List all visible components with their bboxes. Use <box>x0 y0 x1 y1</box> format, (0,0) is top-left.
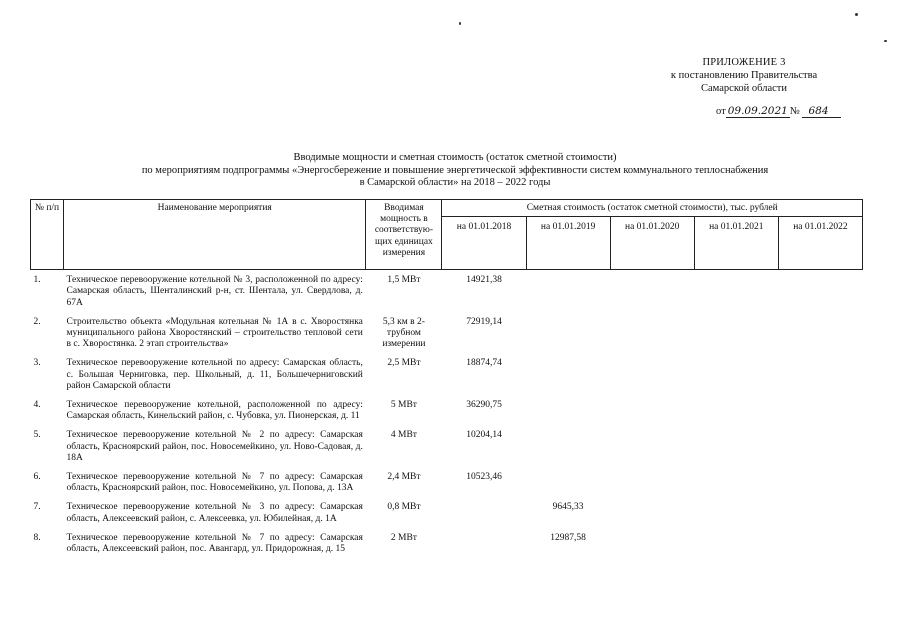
table-row <box>31 472 863 502</box>
row-value-2018: 14921,38 <box>466 275 502 286</box>
row-value-2021 <box>694 275 778 317</box>
row-num: 4. <box>33 400 41 411</box>
row-value-2020 <box>610 430 694 472</box>
row-value-2018: 18874,74 <box>466 358 502 369</box>
row-value-2019 <box>526 275 610 317</box>
heading-line-3: в Самарской области» на 2018 – 2022 годы <box>359 177 551 188</box>
row-value-2019 <box>526 317 610 359</box>
row-name: Строительство объекта «Модульная котельная № 1А в с. Хворостянка муниципального района Хворостянский – строительство тепловой сети в с. Хворостянка. 2 этап строительства» <box>66 316 363 350</box>
appendix-line-2: Самарской области <box>701 83 787 94</box>
row-name: Техническое перевооружение котельной № 2 по адресу: Самарская область, Красноярский район, пос. Новосемейкино, ул. Ново-Садовая, д. 18А <box>66 430 363 463</box>
table-row <box>31 400 863 430</box>
row-name: Техническое перевооружение котельной № 7 по адресу: Самарская область, Красноярский район, пос. Новосемейкино, ул. Попова, д. 13А <box>66 472 363 494</box>
row-power: 5,3 км в 2-трубном измерении <box>382 316 426 350</box>
row-value-2022 <box>778 400 862 430</box>
scan-speck <box>459 22 461 25</box>
row-num: 8. <box>33 532 41 543</box>
row-name: Техническое перевооружение котельной № 7 по адресу: Самарская область, Алексеевский район, пос. Авангард, ул. Придорожная, д. 15 <box>66 532 363 555</box>
heading-line-1: Вводимые мощности и сметная стоимость (остаток сметной стоимости) <box>293 152 617 163</box>
row-value-2022 <box>778 533 862 563</box>
row-value-2020 <box>610 358 694 400</box>
row-value-2019: 9645,33 <box>552 502 584 513</box>
row-value-2021 <box>694 317 778 359</box>
handwritten-number: 684 <box>802 105 840 118</box>
row-value-2018 <box>442 533 526 563</box>
row-name: Техническое перевооружение котельной № 3 по адресу: Самарская область, Алексеевский район, с. Алексеевка, ул. Юбилейная, д. 1А <box>66 502 363 524</box>
row-value-2021 <box>694 472 778 502</box>
row-value-2020 <box>610 400 694 430</box>
scan-speck <box>855 13 858 16</box>
row-value-2018: 10204,14 <box>466 430 502 441</box>
row-value-2022 <box>778 502 862 532</box>
table-row <box>31 317 863 359</box>
row-value-2019: 12987,58 <box>550 532 586 543</box>
appendix-line-1: к постановлению Правительства <box>670 70 818 81</box>
header-year-2022: на 01.01.2022 <box>778 217 862 270</box>
scan-speck <box>884 40 887 42</box>
row-power: 5 МВт <box>390 400 417 411</box>
row-value-2020 <box>610 472 694 502</box>
row-value-2020 <box>610 317 694 359</box>
heading-line-2: по мероприятиям подпрограммы «Энергосбережение и повышение энергетической эффективности систем коммунального теплоснабжения <box>141 164 769 176</box>
row-value-2018 <box>442 502 526 532</box>
date-prefix: от <box>716 106 726 117</box>
table-row <box>31 430 863 472</box>
measures-table <box>30 199 863 563</box>
number-label: № <box>789 106 800 117</box>
header-year-2020: на 01.01.2020 <box>610 217 694 270</box>
row-power: 0,8 МВт <box>387 502 421 513</box>
row-value-2019 <box>526 400 610 430</box>
table-row <box>31 275 863 317</box>
appendix-title: ПРИЛОЖЕНИЕ 3 <box>702 57 786 68</box>
header-row-1 <box>31 200 863 217</box>
table-row <box>31 502 863 532</box>
row-value-2022 <box>778 472 862 502</box>
row-value-2018: 36290,75 <box>466 400 502 411</box>
row-value-2022 <box>778 430 862 472</box>
row-power: 4 МВт <box>390 430 417 441</box>
header-power: Вводимая мощность в соответствую-щих единицах измерения <box>366 200 442 270</box>
appendix-block <box>634 56 854 95</box>
row-value-2022 <box>778 317 862 359</box>
row-value-2019 <box>526 358 610 400</box>
header-num: № п/п <box>31 200 64 270</box>
header-year-2019: на 01.01.2019 <box>526 217 610 270</box>
row-num: 5. <box>33 430 41 441</box>
row-value-2021 <box>694 358 778 400</box>
row-name: Техническое перевооружение котельной, расположенной по адресу: Самарская область, Кинельский район, с. Чубовка, ул. Пионерская, д. 11 <box>66 400 363 422</box>
row-num: 3. <box>33 358 41 369</box>
row-value-2020 <box>610 533 694 563</box>
header-name: Наименование мероприятия <box>64 200 366 270</box>
row-name: Техническое перевооружение котельной по адресу: Самарская область, с. Большая Черниговка, пер. Школьный, д. 11, Большечерниговский район Самарской области <box>66 358 363 391</box>
row-num: 6. <box>33 472 41 483</box>
row-num: 2. <box>33 316 41 327</box>
row-value-2022 <box>778 275 862 317</box>
row-value-2020 <box>610 275 694 317</box>
row-power: 1,5 МВт <box>387 275 421 286</box>
header-year-2021: на 01.01.2021 <box>694 217 778 270</box>
row-power: 2,5 МВт <box>387 358 421 369</box>
row-power: 2 МВт <box>390 532 417 543</box>
row-name: Техническое перевооружение котельной № 3, расположенной по адресу: Самарская область, Шенталинский р-н, ст. Шентала, ул. Свердлова, д. 67А <box>66 275 363 308</box>
row-power: 2,4 МВт <box>387 472 421 483</box>
row-value-2021 <box>694 533 778 563</box>
table-row <box>31 358 863 400</box>
document-heading <box>100 152 810 190</box>
header-cost: Сметная стоимость (остаток сметной стоимости), тыс. рублей <box>442 200 863 217</box>
resolution-date-number <box>716 105 841 117</box>
row-value-2019 <box>526 430 610 472</box>
row-value-2018: 72919,14 <box>466 316 502 327</box>
row-value-2021 <box>694 502 778 532</box>
table-row <box>31 533 863 563</box>
row-value-2021 <box>694 430 778 472</box>
header-year-2018: на 01.01.2018 <box>442 217 526 270</box>
row-value-2020 <box>610 502 694 532</box>
row-num: 1. <box>33 275 41 286</box>
row-value-2022 <box>778 358 862 400</box>
row-value-2018: 10523,46 <box>466 472 502 483</box>
row-value-2021 <box>694 400 778 430</box>
row-num: 7. <box>33 502 41 513</box>
handwritten-date: 09.09.2021 <box>727 105 788 117</box>
row-value-2019 <box>526 472 610 502</box>
